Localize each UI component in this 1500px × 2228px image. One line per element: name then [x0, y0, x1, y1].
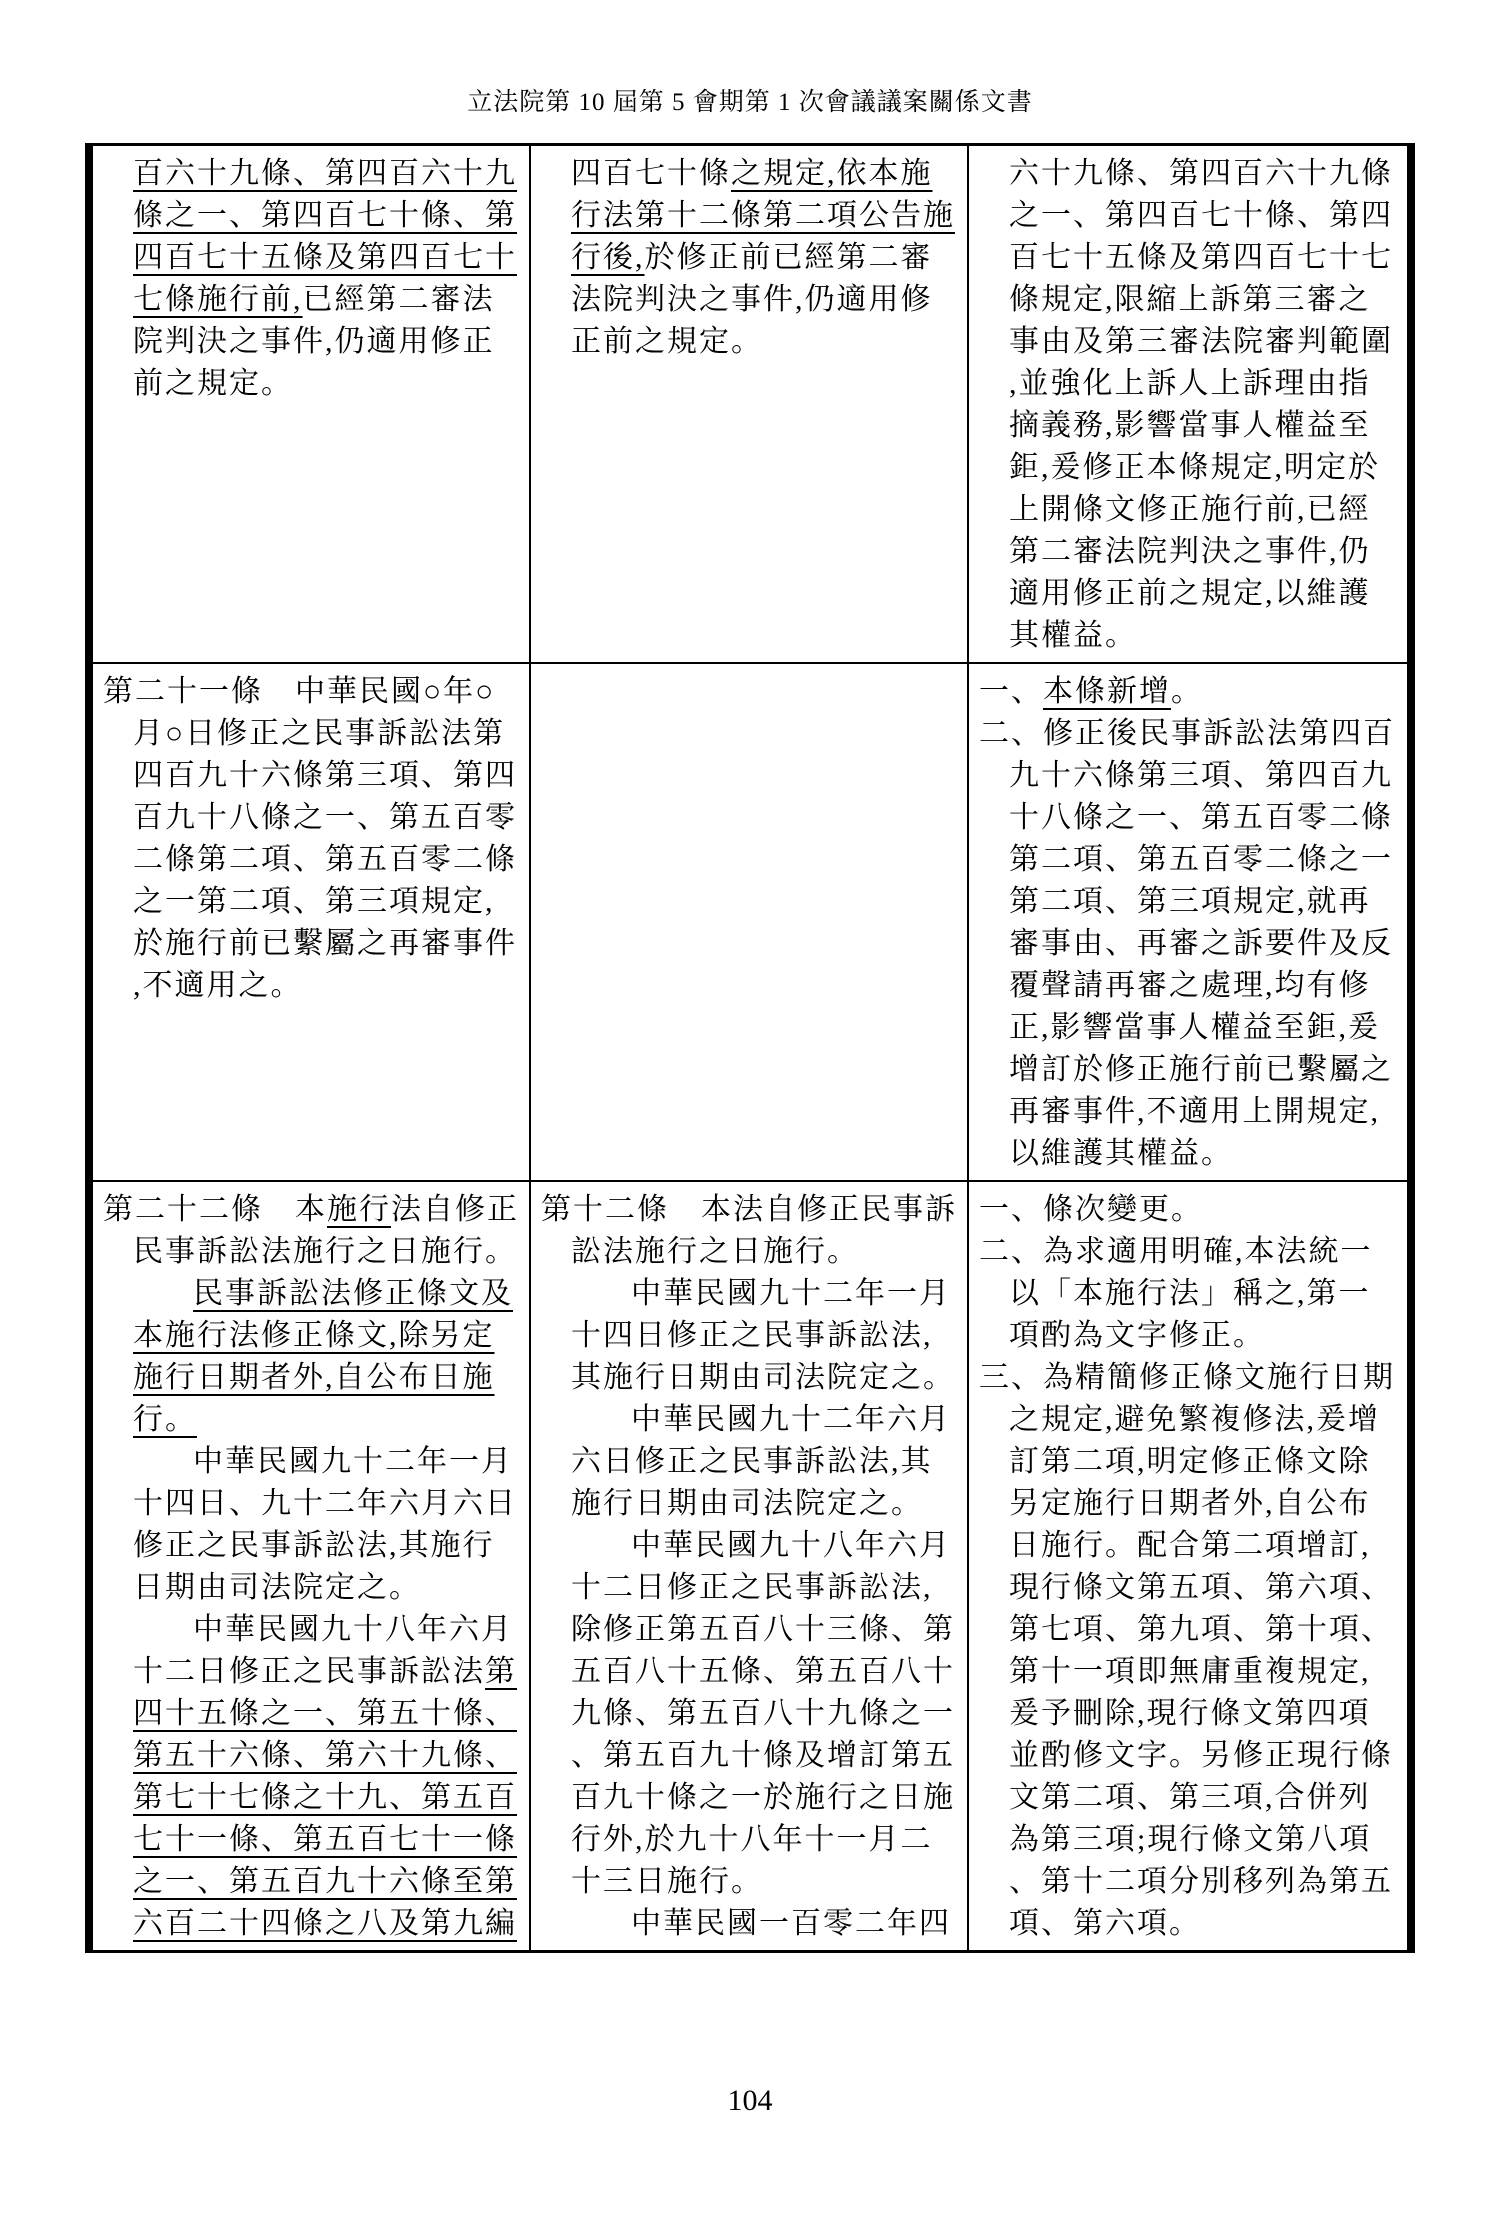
text-segment: 一、: [978, 675, 1043, 708]
text-segment: 於修正前已經第二審法院判決之事件,仍適用修正前之規定。: [570, 241, 933, 358]
amended-text: 百六十九條、第四百六十九條之一、第四百七十條、第四百七十五條及第四百七十七條施行前,: [133, 157, 517, 316]
table-cell: [969, 146, 1407, 662]
paragraph: [541, 153, 957, 363]
text-segment: 第二十二條 本: [103, 1193, 327, 1226]
paragraph: [103, 153, 519, 405]
table-cell: [93, 146, 531, 662]
paragraph: [103, 1441, 519, 1609]
table-cell: [531, 664, 969, 1180]
text-segment: 三、為精簡修正條文施行日期之規定,避免繁複修法,爰增訂第二項,明定修正條文除另定施行日期者外,自公布日施行。配合第二項增訂,現行條文第五項、第六項、第七項、第九項、第十項、第十一項即無庸重複規定,爰予刪除,現行條文第四項並酌修文字。另修正現行條文第二項、第三項,合併列為第三項;現行條文第八項、第十二項分別移列為第五項、第六項。: [978, 1361, 1395, 1940]
text-segment: 四百七十條: [570, 157, 731, 190]
amended-text: 施行: [327, 1193, 391, 1226]
amended-text: 第四十五條之一、第五十條、第五十六條、第六十九條、第七十七條之十九、第五百七十一條、第五百七十一條之一、第五百九十六條至第六百二十四條之八及第九編: [133, 1655, 517, 1940]
paragraph: [979, 713, 1397, 1175]
table-cell: [93, 1182, 531, 1950]
paragraph: [103, 671, 519, 1007]
text-segment: 二、為求適用明確,本法統一以「本施行法」稱之,第一項酌為文字修正。: [978, 1235, 1373, 1352]
text-segment: 六十九條、第四百六十九條之一、第四百七十條、第四百七十五條及第四百七十七條規定,限縮上訴第三審之事由及第三審法院審判範圍,並強化上訴人上訴理由指摘義務,影響當事人權益至鉅,爰修正本條規定,明定於上開條文修正施行前,已經第二審法院判決之事件,仍適用修正前之規定,以維護其權益。: [1008, 157, 1393, 652]
paragraph: [979, 1231, 1397, 1357]
text-segment: 已經第二審法院判決之事件,仍適用修正前之規定。: [133, 283, 495, 400]
amended-text: 之規定,依本施行法第十二條第二項公告施行後,: [570, 157, 955, 274]
table-row: [93, 664, 1407, 1182]
text-segment: 中華民國九十二年一月十四日修正之民事訴訟法,其施行日期由司法院定之。: [570, 1277, 955, 1394]
comparison-table: [85, 143, 1415, 1953]
paragraph: [541, 1273, 957, 1399]
table-cell: [969, 1182, 1407, 1950]
table-cell: [531, 146, 969, 662]
text-segment: 一、條次變更。: [978, 1193, 1203, 1226]
paragraph: [103, 1273, 519, 1441]
table-cell: [969, 664, 1407, 1180]
table-cell: [93, 664, 531, 1180]
text-segment: 第十二條 本法自修正民事訴訟法施行之日施行。: [540, 1193, 957, 1268]
text-segment: 第二十一條 中華民國○年○月○日修正之民事訴訟法第四百九十六條第三項、第四百九十八條之一、第五百零二條第二項、第五百零二條之一第二項、第三項規定,於施行前已繫屬之再審事件,不適用之。: [103, 675, 517, 1002]
paragraph: [103, 1609, 519, 1945]
paragraph: [541, 1399, 957, 1525]
paragraph: [979, 1357, 1397, 1945]
amended-text: 本條新增: [1042, 675, 1171, 708]
paragraph: [979, 153, 1397, 657]
text-segment: 中華民國九十八年六月十二日修正之民事訴訟法: [133, 1613, 513, 1688]
paragraph: [541, 1525, 957, 1903]
amended-text: 民事訴訟法修正條文及本施行法修正條文,除另定施行日期者外,自公布日施行。: [133, 1277, 513, 1436]
text-segment: 。: [1170, 675, 1203, 708]
paragraph: [541, 1189, 957, 1273]
text-segment: 中華民國一百零二年四: [630, 1907, 951, 1940]
text-segment: 中華民國九十二年六月六日修正之民事訴訟法,其施行日期由司法院定之。: [570, 1403, 951, 1520]
page-number: 104: [727, 2084, 773, 2117]
text-segment: 中華民國九十八年六月十二日修正之民事訴訟法,除修正第五百八十三條、第五百八十五條、第五百八十九條、第五百八十九條之一、第五百九十條及增訂第五百九十條之一於施行之日施行外,於九十八年十一月二十三日施行。: [570, 1529, 955, 1898]
paragraph: [541, 1903, 957, 1945]
text-segment: 法自修正民事訴訟法施行之日施行。: [133, 1193, 519, 1268]
table-row: [93, 1182, 1407, 1950]
table-row: [93, 146, 1407, 664]
table-cell: [531, 1182, 969, 1950]
text-segment: 二、修正後民事訴訟法第四百九十六條第三項、第四百九十八條之一、第五百零二條第二項、第五百零二條之一第二項、第三項規定,就再審事由、再審之訴要件及反覆聲請再審之處理,均有修正,影響當事人權益至鉅,爰增訂於修正施行前已繫屬之再審事件,不適用上開規定,以維護其權益。: [978, 717, 1395, 1170]
document-header: 立法院第 10 屆第 5 會期第 1 次會議議案關係文書: [467, 89, 1033, 116]
paragraph: [979, 1189, 1397, 1231]
paragraph: [979, 671, 1397, 713]
paragraph: [103, 1189, 519, 1273]
text-segment: 中華民國九十二年一月十四日、九十二年六月六日修正之民事訴訟法,其施行日期由司法院定之。: [133, 1445, 517, 1604]
